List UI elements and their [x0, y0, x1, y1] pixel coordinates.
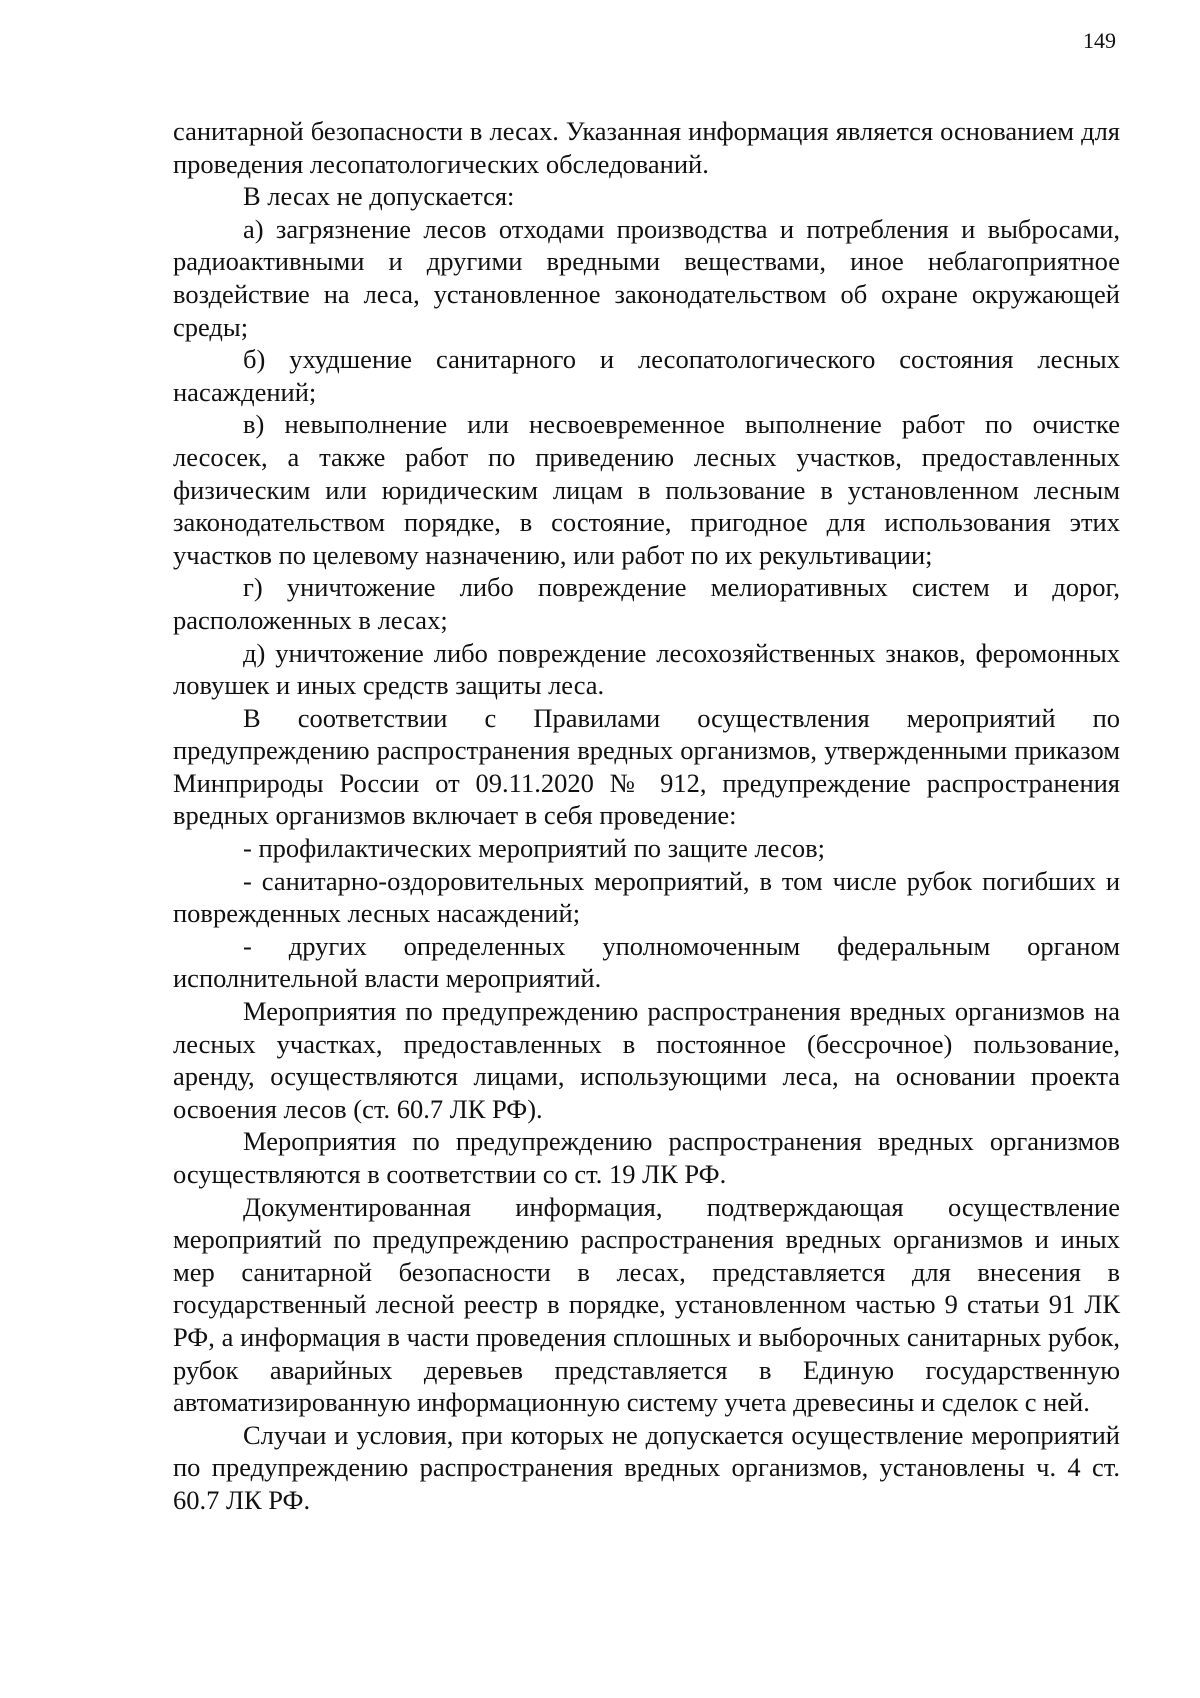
list-item-dash-1: - профилактических мероприятий по защите лесов; [243, 833, 825, 864]
paragraph-measures-leased: Мероприятия по предупреждению распространения вредных организмов на лесных участках, предоставленных в постоянное (бессрочное) пользование, аренду, осуществляются лицами, использующими леса, на основании проекта освоения лесов (ст. 60.7 ЛК РФ). [173, 996, 1120, 1124]
paragraph-continuation: санитарной безопасности в лесах. Указанная информация является основанием для проведения лесопатологических обследований. [173, 116, 1120, 179]
paragraph-prohibited-intro: В лесах не допускается: [243, 181, 515, 212]
paragraph-documented-info: Документированная информация, подтверждающая осуществление мероприятий по предупреждению распространения вредных организмов и иных мер санитарной безопасности в лесах, представляется для внесения в государственный лесной реестр в порядке, установленном частью 9 статьи 91 ЛК РФ, а информация в части проведения сплошных и выборочных санитарных рубок, рубок аварийных деревьев представляется в Единую государственную автоматизированную информационную систему учета древесины и сделок с ней. [173, 1191, 1120, 1418]
list-item-dash-3: - других определенных уполномоченным федеральным органом исполнительной власти мероприятий. [173, 930, 1120, 994]
list-item-dash-2: - санитарно-оздоровительных мероприятий, в том числе рубок погибших и поврежденных лесных насаждений; [173, 865, 1120, 929]
paragraph-cases: Случаи и условия, при которых не допускается осуществление мероприятий по предупреждению распространения вредных организмов, установлены ч. 4 ст. 60.7 ЛК РФ. [173, 1419, 1120, 1515]
body-text [173, 115, 1120, 1517]
list-item-b: б) ухудшение санитарного и лесопатологического состояния лесных насаждений; [173, 344, 1120, 407]
list-item-g: г) уничтожение либо повреждение мелиоративных систем и дорог, расположенных в лесах; [173, 572, 1120, 635]
list-item-d: д) уничтожение либо повреждение лесохозяйственных знаков, феромонных ловушек и иных средств защиты леса. [173, 637, 1120, 701]
list-item-a: а) загрязнение лесов отходами производства и потребления и выбросами, радиоактивными и другими вредными веществами, иное неблагоприятное воздействие на леса, установленное законодательством об охране окружающей среды; [173, 213, 1120, 342]
paragraph-rules: В соответствии с Правилами осуществления мероприятий по предупреждению распространения вредных организмов, утвержденными приказом Минприроды России от 09.11.2020 № 912, предупреждение распространения вредных организмов включает в себя проведение: [173, 702, 1120, 831]
paragraph-measures-art19: Мероприятия по предупреждению распространения вредных организмов осуществляются в соответствии со ст. 19 ЛК РФ. [173, 1126, 1120, 1189]
list-item-v: в) невыполнение или несвоевременное выполнение работ по очистке лесосек, а также работ по приведению лесных участков, предоставленных физическим или юридическим лицам в пользование в установленном лесным законодательством порядке, в состояние, пригодное для использования этих участков по целевому назначению, или работ по их рекультивации; [173, 409, 1120, 570]
page-number: 149 [1083, 28, 1116, 53]
